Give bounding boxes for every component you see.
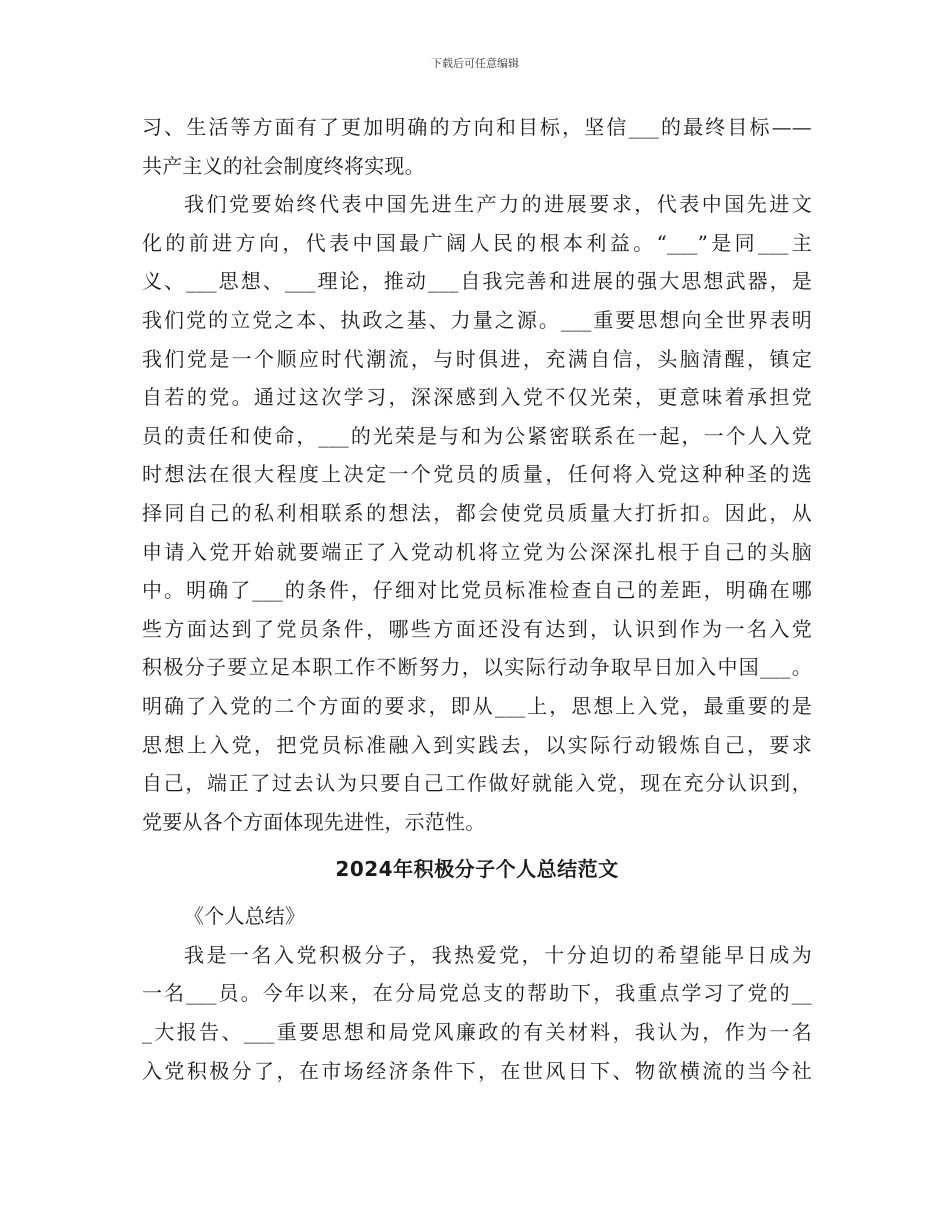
text-line: 员的责任和使命，___的光荣是与和为公紧密联系在一起，一个人入党 [142,423,812,448]
text-line: 自若的党。通过这次学习，深深感到入党不仅光荣，更意味着承担党 [142,385,812,410]
text-line: 明确了入党的二个方面的要求，即从___上，思想上入党，最重要的是 [142,693,812,718]
text-line: 我们党是一个顺应时代潮流，与时俱进，充满自信，头脑清醒，镇定 [142,346,812,371]
text-line: 入党积极分了，在市场经济条件下，在世风日下、物欲横流的当今社 [142,1058,812,1083]
paragraph-2 [142,185,812,841]
text-line: 中。明确了___的条件，仔细对比党员标准检查自己的差距，明确在哪 [142,578,812,603]
text-line: 习、生活等方面有了更加明确的方向和目标，坚信___的最终目标—— [142,115,812,139]
text-line: 我是一名入党积极分子，我热爱党，十分迫切的希望能早日成为 [184,942,812,967]
text-line: 义、___思想、___理论，推动___自我完善和进展的强大思想武器，是 [142,269,812,294]
text-line: 积极分子要立足本职工作不断努力，以实际行动争取早日加入中国___。 [142,655,812,680]
text-line: 自己，端正了过去认为只要自己工作做好就能入党，现在充分认识到， [142,771,812,796]
section-body [142,897,812,1090]
text-line: 化的前进方向，代表中国最广阔人民的根本利益。“___”是同___主 [142,230,812,255]
text-line: 一名___员。今年以来，在分局党总支的帮助下，我重点学习了党的__ [142,981,812,1006]
text-line: 党要从各个方面体现先进性，示范性。 [142,809,486,834]
text-line: 申请入党开始就要端正了入党动机将立党为公深深扎根于自己的头脑 [142,539,812,564]
text-line: 些方面达到了党员条件，哪些方面还没有达到，认识到作为一名入党 [142,616,812,641]
text-line: 择同自己的私利相联系的想法，都会使党员质量大打折扣。因此，从 [142,500,812,525]
section-title: 2024年积极分子个人总结范文 [335,857,619,882]
text-line: _大报告、___重要思想和局党风廉政的有关材料，我认为，作为一名 [142,1020,812,1045]
text-line: 时想法在很大程度上决定一个党员的质量，任何将入党这种种圣的选 [142,462,812,487]
text-line: 思想上入党，把党员标准融入到实践去，以实际行动锻炼自己，要求 [142,732,812,757]
text-line: 共产主义的社会制度终将实现。 [142,153,425,178]
section-subtitle: 《个人总结》 [184,904,306,929]
text-line: 我们党要始终代表中国先进生产力的进展要求，代表中国先进文 [184,192,812,217]
page-header-note: 下载后可任意编辑 [431,57,519,70]
document-body [142,108,812,1090]
paragraph-1 [142,108,812,185]
text-line: 我们党的立党之本、执政之基、力量之源。___重要思想向全世界表明 [142,307,812,332]
